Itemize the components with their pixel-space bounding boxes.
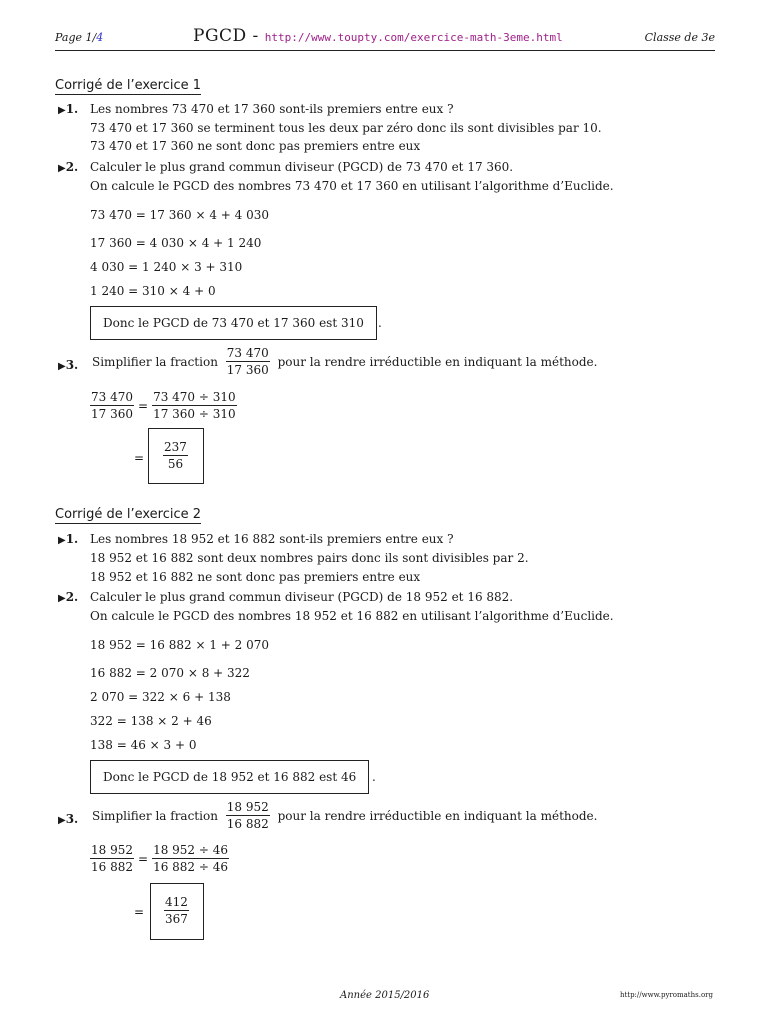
page-header bbox=[55, 24, 715, 51]
ex1-q2-line: On calcule le PGCD des nombres 73 470 et 17 360 en utilisant l’algorithme d’Euclide. bbox=[90, 179, 614, 193]
header-url-link[interactable]: http://www.toupty.com/exercice-math-3eme.html bbox=[264, 31, 563, 44]
ex2-q3-statement: Simplifier la fraction $\frac{18 952}{16 882}$ pour la rendre irréductible en indiquant la méthode. bbox=[92, 800, 598, 831]
ex2-q1-line: Les nombres 18 952 et 16 882 sont-ils premiers entre eux ? bbox=[90, 532, 454, 546]
question-marker: ▶2. bbox=[58, 160, 79, 174]
ex2-q1-line: 18 952 et 16 882 sont deux nombres pairs donc ils sont divisibles par 2. bbox=[90, 551, 529, 565]
euclid-step: 16 882 = 2 070 × 8 + 322 bbox=[90, 666, 250, 680]
ex1-q1-line: 73 470 et 17 360 se terminent tous les deux par zéro donc ils sont divisibles par 10. bbox=[90, 121, 602, 135]
equals-sign: = bbox=[134, 451, 145, 465]
ex1-q2-line: Calculer le plus grand commun diviseur (PGCD) de 73 470 et 17 360. bbox=[90, 160, 514, 174]
triangle-icon: ▶ bbox=[58, 163, 66, 174]
triangle-icon: ▶ bbox=[58, 105, 66, 116]
exercise-2-title: Corrigé de l’exercice 2 bbox=[55, 507, 202, 522]
page-title: PGCD - http://www.toupty.com/exercice-math-3eme.html bbox=[193, 26, 563, 46]
euclid-step: 2 070 = 322 × 6 + 138 bbox=[90, 690, 231, 704]
ex2-q2-line: On calcule le PGCD des nombres 18 952 et 16 882 en utilisant l’algorithme d’Euclide. bbox=[90, 609, 614, 623]
ex2-simplification: $\frac{18 952}{16 882}$ = $\frac{18 952 \div 46}{16 882 \div 46}$ bbox=[91, 843, 229, 874]
ex1-q1-line: 73 470 et 17 360 ne sont donc pas premiers entre eux bbox=[90, 139, 421, 153]
ex1-q1-line: Les nombres 73 470 et 17 360 sont-ils premiers entre eux ? bbox=[90, 102, 454, 116]
euclid-step: 17 360 = 4 030 × 4 + 1 240 bbox=[90, 236, 262, 250]
euclid-step: 4 030 = 1 240 × 3 + 310 bbox=[90, 260, 243, 274]
euclid-step: 18 952 = 16 882 × 1 + 2 070 bbox=[90, 638, 270, 652]
triangle-icon: ▶ bbox=[58, 593, 66, 604]
question-marker: ▶3. bbox=[58, 358, 79, 372]
euclid-step: 322 = 138 × 2 + 46 bbox=[90, 714, 212, 728]
triangle-icon: ▶ bbox=[58, 535, 66, 546]
result-box bbox=[148, 428, 204, 484]
exercise-1-title: Corrigé de l’exercice 1 bbox=[55, 78, 202, 93]
question-marker: ▶1. bbox=[58, 532, 79, 546]
page-number: Page 1/4 bbox=[55, 31, 104, 44]
question-marker: ▶3. bbox=[58, 812, 79, 826]
footer-year: Année 2015/2016 bbox=[340, 990, 430, 1001]
fraction: $\frac{18 952}{16 882}$ bbox=[91, 843, 133, 874]
fraction: $\frac{73 470}{17 360}$ bbox=[91, 390, 133, 421]
gcd-conclusion-box: Donc le PGCD de 73 470 et 17 360 est 310 bbox=[90, 306, 377, 340]
euclid-step: 138 = 46 × 3 + 0 bbox=[90, 738, 197, 752]
ex1-q3-statement: Simplifier la fraction $\frac{73 470}{17 360}$ pour la rendre irréductible en indiquant la méthode. bbox=[92, 346, 598, 377]
fraction: $\frac{18 952 \div 46}{16 882 \div 46}$ bbox=[153, 843, 229, 874]
result-fraction: $\frac{237}{56}$ bbox=[164, 440, 187, 471]
class-label: Classe de 3e bbox=[644, 31, 715, 44]
triangle-icon: ▶ bbox=[58, 361, 66, 372]
euclid-step: 1 240 = 310 × 4 + 0 bbox=[90, 284, 216, 298]
ex2-q1-line: 18 952 et 16 882 ne sont donc pas premiers entre eux bbox=[90, 570, 421, 584]
triangle-icon: ▶ bbox=[58, 815, 66, 826]
footer-site-link[interactable]: http://www.pyromaths.org bbox=[619, 991, 713, 999]
gcd-conclusion-box: Donc le PGCD de 18 952 et 16 882 est 46 bbox=[90, 760, 369, 794]
equals-sign: = bbox=[134, 905, 145, 919]
question-marker: ▶1. bbox=[58, 102, 79, 116]
result-fraction: $\frac{412}{367}$ bbox=[165, 895, 188, 926]
ex1-simplification: $\frac{73 470}{17 360}$ = $\frac{73 470 \div 310}{17 360 \div 310}$ bbox=[91, 390, 236, 421]
fraction: $\frac{73 470}{17 360}$ bbox=[226, 346, 269, 377]
question-marker: ▶2. bbox=[58, 590, 79, 604]
fraction: $\frac{18 952}{16 882}$ bbox=[226, 800, 269, 831]
fraction: $\frac{73 470 \div 310}{17 360 \div 310}$ bbox=[153, 390, 236, 421]
period: . bbox=[378, 316, 382, 330]
period: . bbox=[372, 770, 376, 784]
result-box bbox=[150, 883, 204, 940]
ex2-q2-line: Calculer le plus grand commun diviseur (PGCD) de 18 952 et 16 882. bbox=[90, 590, 514, 604]
euclid-step: 73 470 = 17 360 × 4 + 4 030 bbox=[90, 208, 270, 222]
